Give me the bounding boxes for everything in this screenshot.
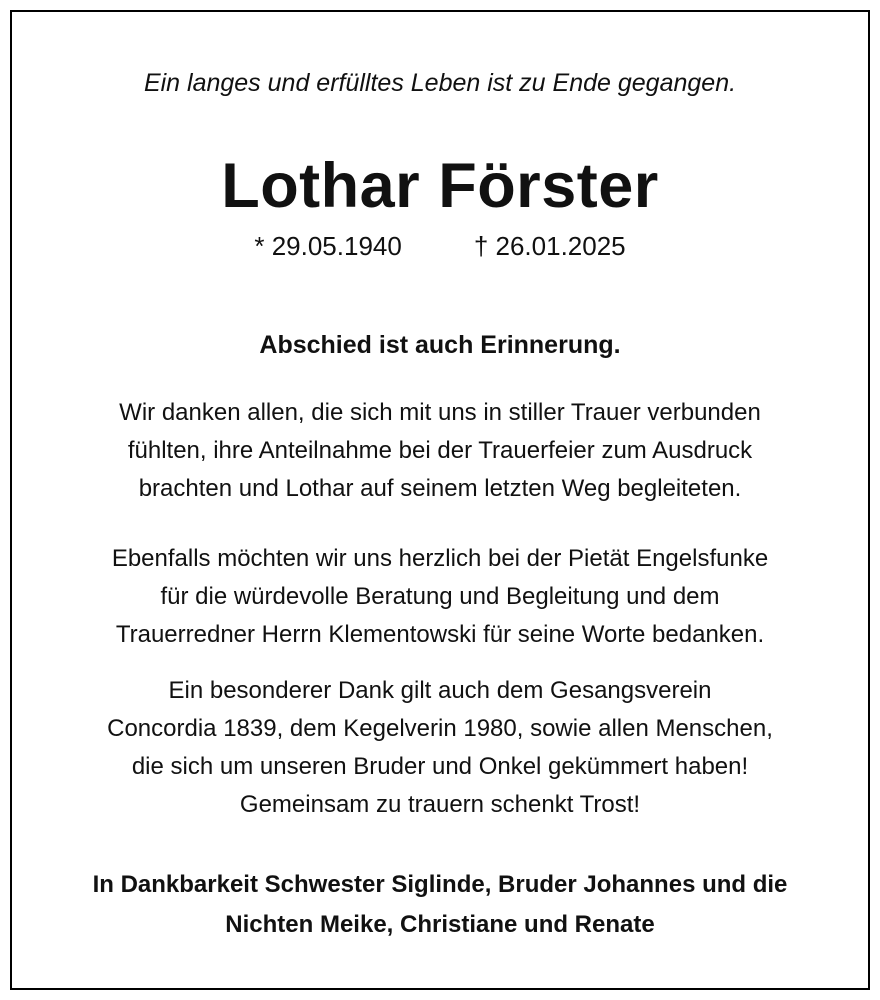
paragraph-line: Ein besonderer Dank gilt auch dem Gesangsverein	[168, 677, 712, 704]
signature-block	[32, 865, 848, 945]
paragraph-line: Gemeinsam zu trauern schenkt Trost!	[239, 791, 641, 818]
paragraph-line: die sich um unseren Bruder und Onkel gekümmert haben!	[131, 753, 749, 780]
paragraph-line: Trauerredner Herrn Klementowski für seine Worte bedanken.	[115, 621, 765, 648]
motto-heading: Abschied ist auch Erinnerung.	[259, 331, 621, 359]
paragraph-line: fühlten, ihre Anteilnahme bei der Trauerfeier zum Ausdruck	[127, 437, 753, 464]
life-dates	[12, 230, 868, 262]
thanks-paragraph-1	[42, 394, 838, 508]
intro-line: Ein langes und erfülltes Leben ist zu Ende gegangen.	[143, 69, 737, 97]
signature-line: In Dankbarkeit Schwester Siglinde, Bruder Johannes und die	[92, 871, 788, 898]
signature-line: Nichten Meike, Christiane und Renate	[225, 911, 655, 938]
paragraph-line: für die würdevolle Beratung und Begleitung und dem	[160, 583, 720, 610]
death-date: † 26.01.2025	[473, 231, 626, 261]
birth-date: * 29.05.1940	[254, 231, 402, 261]
paragraph-line: brachten und Lothar auf seinem letzten Weg begleiteten.	[138, 475, 742, 502]
deceased-name: Lothar Förster	[221, 151, 659, 221]
thanks-paragraph-3	[42, 672, 838, 824]
paragraph-line: Wir danken allen, die sich mit uns in stiller Trauer verbunden	[119, 399, 761, 426]
paragraph-line: Concordia 1839, dem Kegelverin 1980, sowie allen Menschen,	[107, 715, 773, 742]
obituary-notice	[10, 10, 870, 990]
paragraph-line: Ebenfalls möchten wir uns herzlich bei der Pietät Engelsfunke	[111, 545, 769, 572]
thanks-paragraph-2	[42, 540, 838, 654]
